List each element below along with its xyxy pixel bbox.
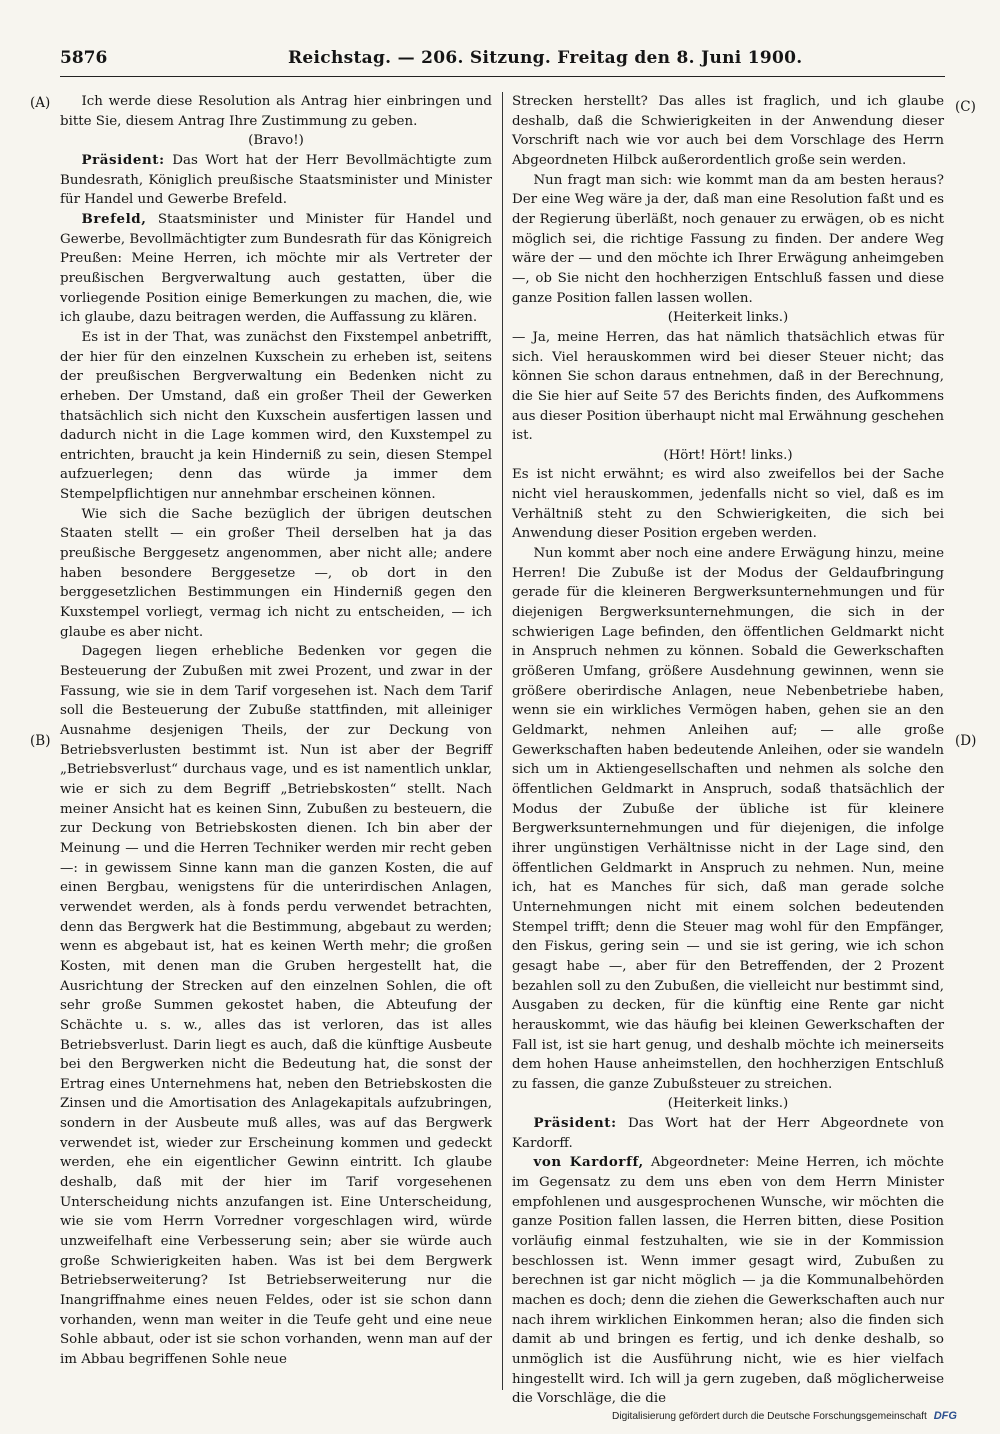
paragraph: Ich werde diese Resolution als Antrag hier einbringen und bitte Sie, diesem Antrag Ihre Zustimmung zu geben.: [60, 94, 492, 129]
paragraph: [60, 210, 492, 328]
audience-reaction: (Heiterkeit links.): [667, 1096, 789, 1112]
paragraph: Strecken herstellt? Das alles ist fraglich, und ich glaube deshalb, daß die Schwierigkeiten in der Anwendung dieser Vorschrift nach wie vor auch bei dem Vorschlage des Herrn Abgeordneten Hilbck außerordentlich große sein werden.: [512, 94, 944, 168]
audience-reaction: (Heiterkeit links.): [667, 310, 789, 326]
speaker-name: Präsident:: [81, 151, 165, 168]
paragraph: [60, 151, 492, 210]
paragraph: [512, 1153, 944, 1409]
running-title: Reichstag. — 206. Sitzung. Freitag den 8. Juni 1900.: [288, 48, 803, 68]
speech-text: Staatsminister und Minister für Handel und Gewerbe, Bevollmächtigter zum Bundesrath für das Königreich Preußen: Meine Herren, ich möchte mir als Vertreter der preußischen Bergverwaltung auch gestatten, über die vorliegende Position einige Bemerkungen zu machen, die, wie ich glaube, dazu beitragen werden, die Auffassung zu klären.: [60, 211, 492, 326]
paragraph: Wie sich die Sache bezüglich der übrigen deutschen Staaten stellt — ein großer Theil derselben hat ja das preußische Berggesetz angenommen, aber nicht alle; andere haben besondere Berggesetze —, ob dort in den berggesetzlichen Bestimmungen ein Hinderniß gegen den Kuxstempel vorliegt, vermag ich nicht zu entscheiden, — ich glaube es aber nicht.: [60, 506, 492, 640]
right-column: [512, 92, 944, 1407]
dfg-logo: DFG: [933, 1410, 957, 1422]
margin-marker-d: (D): [955, 733, 977, 749]
column-divider: [502, 92, 503, 1390]
paragraph: Dagegen liegen erhebliche Bedenken vor gegen die Besteuerung der Zubußen mit zwei Prozent, und zwar in der Fassung, wie sie in dem Tarif vorgesehen ist. Nach dem Tarif soll die Besteuerung der Zubuße stattfinden, mit alleiniger Ausnahme desjenigen Theils, der zur Deckung von Betriebsverlusten bestimmt ist. Nun ist aber der Begriff „Betriebsverlust“ durchaus vage, und es ist namentlich unklar, wie er sich zu dem Begriff „Betriebskosten“ stellt. Nach meiner Ansicht hat es keinen Sinn, Zubußen zu besteuern, die zur Deckung von Betriebskosten dienen. Ich bin aber der Meinung — und die Herren Techniker werden mir recht geben —: in gewissem Sinne kann man die ganzen Kosten, die auf einen Bergbau, wenigstens für die unterirdischen Anlagen, verwendet werden, als à fonds perdu verwendet betrachten, denn das Bergwerk hat die Bestimmung, abgebaut zu werden; wenn es abgebaut ist, hat es keinen Werth mehr; die großen Kosten, mit denen man die Gruben hergestellt hat, die Ausrichtung der Strecken auf den einzelnen Sohlen, die oft sehr große Summen gekostet haben, die Abteufung der Schächte u. s. w., alles das ist verloren, das ist alles Betriebsverlust. Darin liegt es auch, daß die künftige Ausbeute bei den Bergwerken nicht die Bedeutung hat, die sonst der Ertrag eines Unternehmens hat, neben den Betriebskosten die Zinsen und die Amortisation des Anlagekapitals aufzubringen, sondern in der Ausbeute muß alles, was auf das Bergwerk verwendet ist, wieder zur Erscheinung kommen und gedeckt werden, ehe ein eigentlicher Gewinn eintritt. Ich glaube deshalb, daß mit der hier im Tarif vorgesehenen Unterscheidung nichts anzufangen ist. Eine Unterscheidung, wie sie vom Herrn Vorredner vorgeschlagen wird, würde unzweifelhaft eine Verbesserung sein; aber sie würde auch große Schwierigkeiten haben. Was ist bei dem Bergwerk Betriebserweiterung? Ist Betriebserweiterung nur die Inangriffnahme eines neuen Feldes, oder ist sie schon dann vorhanden, wenn man weiter in die Teufe geht und eine neue Sohle abbaut, oder ist sie schon vorhanden, wenn man auf der im Abbau begriffenen Sohle neue: [60, 644, 492, 1367]
speaker-name: von Kardorff,: [533, 1154, 644, 1171]
footer-credit: Digitalisierung gefördert durch die Deutsche Forschungsgemeinschaft: [612, 1411, 927, 1422]
paragraph: Nun kommt aber noch eine andere Erwägung hinzu, meine Herren! Die Zubuße ist der Modus der Geldaufbringung gerade für die kleineren Bergwerksunternehmungen und für diejenigen Bergwerksunternehmungen, die sich in der schwierigen Lage befinden, den öffentlichen Geldmarkt nicht in Anspruch nehmen zu können. Sobald die Gewerkschaften größeren Umfang, größere Ausdehnung gewinnen, wenn sie größere oberirdische Anlagen, neue Nebenbetriebe haben, wenn sie ein wirkliches Vermögen haben, gehen sie an den Geldmarkt, nehmen Anleihen auf; — alle große Gewerkschaften haben bedeutende Anleihen, oder sie wandeln sich um in Aktiengesellschaften und nehmen als solche den öffentlichen Geldmarkt in Anspruch, sodaß thatsächlich der Modus der Zubuße der übliche ist für kleinere Bergwerksunternehmungen und für diejenigen, die infolge ihrer ungünstigen Verhältnisse nicht in der Lage sind, den öffentlichen Geldmarkt in Anspruch zu nehmen. Nun, meine ich, hat es Manches für sich, daß man gerade solche Unternehmungen nicht mit einem solchen bedeutenden Stempel trifft; denn die Steuer mag wohl für den Empfänger, den Fiskus, gering sein — und sie ist gering, wie ich schon gesagt habe —, aber für den Betreffenden, der 2 Prozent bezahlen soll zu den Zubußen, die vielleicht nur bestimmt sind, Ausgaben zu decken, für die künftig eine Rente gar nicht herauskommt, wie das häufig bei kleinen Gewerkschaften der Fall ist, ist sie hart genug, und deshalb möchte ich meinerseits dem hohen Hause anheimstellen, den hochherzigen Entschluß zu fassen, die ganze Zubußsteuer zu streichen.: [512, 546, 944, 1092]
paragraph: Nun fragt man sich: wie kommt man da am besten heraus? Der eine Weg wäre ja der, daß man eine Resolution faßt und es der Regierung überläßt, noch genauer zu erwägen, ob es nicht möglich sei, die richtige Fassung zu finden. Der andere Weg wäre der — und den möchte ich Ihrer Erwägung anheimgeben —, ob Sie nicht den hochherzigen Entschluß fassen und diese ganze Position fallen lassen wollen.: [512, 172, 944, 306]
paragraph: Es ist nicht erwähnt; es wird also zweifellos bei der Sache nicht viel herauskommen, jedenfalls nicht so viel, daß es im Verhältniß steht zu den Schwierigkeiten, die sich bei Anwendung dieser Position ergeben werden.: [512, 467, 944, 542]
paragraph: [512, 1114, 944, 1153]
page-header: [60, 42, 945, 77]
left-column: [60, 92, 492, 1392]
speech-text: Abgeordneter: Meine Herren, ich möchte im Gegensatz zu dem uns eben von dem Herrn Minister empfohlenen und ausgesprochenen Wunsche, wir möchten die ganze Position fallen lassen, die Herren bitten, diese Position vorläufig einmal festzuhalten, wie sie in der Kommission beschlossen ist. Wenn immer gesagt wird, Zubußen zu berechnen ist gar nicht möglich — ja die Kommunalbehörden machen es doch; denn die ziehen die Gewerkschaften auch nur nach ihrem wirklichen Einkommen heran; also die finden sich damit ab und bringen es fertig, und ich denke deshalb, so unmöglich ist die Ausführung nicht, wie es hier vielfach hingestellt wird. Ich will ja gern zugeben, daß möglicherweise die Vorschläge, die die: [512, 1155, 944, 1407]
speech-text: Das Wort hat der Herr Abgeordnete von Kardorff.: [512, 1116, 944, 1151]
page-number: 5876: [60, 48, 108, 68]
audience-reaction: (Bravo!): [248, 133, 304, 149]
paragraph: — Ja, meine Herren, das hat nämlich thatsächlich etwas für sich. Viel herauskommen wird bei dieser Steuer nicht; das können Sie schon daraus entnehmen, daß in der Berechnung, die Sie hier auf Seite 57 des Berichts finden, des Aufkommens aus dieser Position überhaupt nicht mal Erwähnung geschehen ist.: [512, 329, 944, 444]
margin-marker-a: (A): [30, 95, 51, 111]
speaker-name: Brefeld,: [81, 210, 147, 227]
audience-reaction: (Hört! Hört! links.): [663, 447, 793, 463]
speech-text: Das Wort hat der Herr Bevollmächtigte zum Bundesrath, Königlich preußische Staatsminister und Minister für Handel und Gewerbe Brefeld.: [60, 152, 492, 208]
margin-marker-b: (B): [30, 733, 51, 749]
margin-marker-c: (C): [955, 99, 976, 115]
paragraph: Es ist in der That, was zunächst den Fixstempel anbetrifft, der hier für den einzelnen Kuxschein zu erheben ist, seitens der preußischen Bergverwaltung ein Bedenken nicht zu erheben. Der Umstand, daß ein großer Theil der Gewerken thatsächlich sich nicht den Kuxschein ausfertigen lassen und dadurch nicht in die Lage kommen wird, den Kuxstempel zu entrichten, braucht ja kein Hinderniß zu sein, diesen Stempel aufzuerlegen; denn das würde ja immer dem Stempelpflichtigen nur annehmbar erscheinen können.: [60, 329, 492, 503]
speaker-name: Präsident:: [533, 1115, 617, 1132]
digitization-footer: [612, 1410, 957, 1422]
